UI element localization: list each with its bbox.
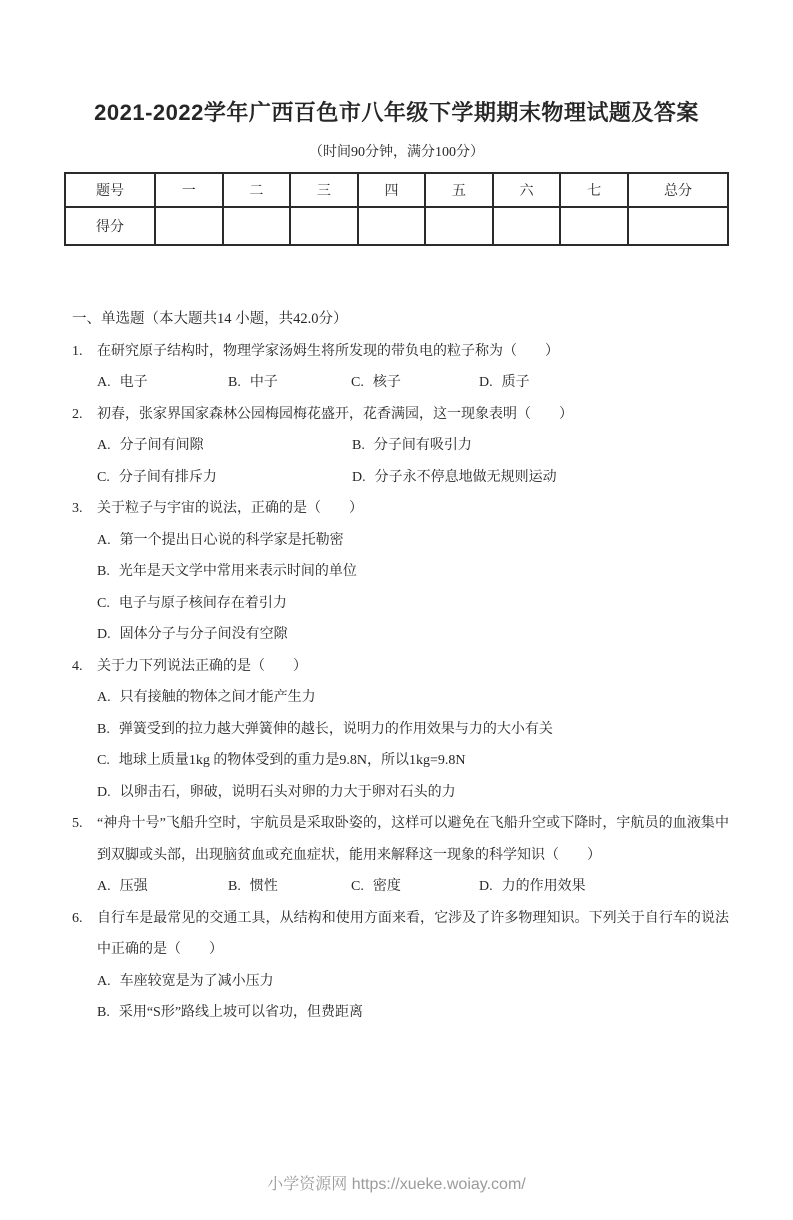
score-table-header-cell: 七 (560, 173, 628, 207)
question-1 (64, 336, 729, 399)
option-label: A. (97, 375, 111, 390)
question-number: 6. (72, 910, 83, 926)
option-c (351, 367, 479, 399)
exam-page (0, 98, 793, 1029)
option-text: 第一个提出日心说的科学家是托勒密 (119, 532, 344, 548)
option-label: B. (97, 1005, 110, 1020)
question-text: “神舟十号”飞船升空时，宇航员是采取卧姿的，这样可以避免在飞船升空或下降时，宇航员的血液集中到双脚或头部，出现脑贫血或充血症状，能用来解释这一现象的科学知识（ ） (97, 816, 729, 863)
option-label: A. (97, 879, 111, 894)
option-text: 中子 (249, 375, 278, 390)
option-a (97, 682, 729, 714)
option-label: B. (228, 375, 241, 390)
option-label: C. (97, 595, 110, 611)
option-b (97, 556, 729, 588)
option-d (97, 619, 729, 651)
option-label: A. (97, 973, 111, 989)
option-label: A. (97, 532, 111, 548)
question-number: 4. (72, 658, 83, 674)
score-cell-empty (358, 207, 426, 245)
score-table-header-cell: 五 (425, 173, 493, 207)
option-text: 密度 (372, 879, 401, 894)
question-6 (64, 903, 729, 1029)
score-cell-empty (223, 207, 291, 245)
section-heading: 一、单选题（本大题共14 小题，共42.0分） (72, 311, 348, 327)
option-text: 固体分子与分子间没有空隙 (119, 627, 288, 642)
option-label: B. (97, 721, 110, 737)
option-d (97, 777, 729, 809)
question-2 (64, 399, 729, 494)
question-options (97, 430, 729, 493)
score-cell-empty (290, 207, 358, 245)
question-4 (64, 651, 729, 809)
question-text: 关于力下列说法正确的是（ ） (97, 658, 307, 674)
option-label: D. (479, 375, 493, 390)
option-a (97, 367, 228, 399)
option-text: 地球上质量1kg 的物体受到的重力是9.8N，所以1kg=9.8N (118, 753, 466, 768)
score-table-header-cell: 三 (290, 173, 358, 207)
question-number: 3. (72, 501, 83, 516)
option-a (97, 430, 352, 462)
option-b (97, 997, 729, 1029)
option-label: D. (352, 469, 366, 485)
score-table-header-cell: 一 (155, 173, 223, 207)
option-label: B. (352, 438, 365, 453)
question-text: 自行车是最常见的交通工具，从结构和使用方面来看，它涉及了许多物理知识。下列关于自行车的说法中正确的是（ ） (97, 910, 729, 957)
score-table-header-cell: 题号 (65, 173, 155, 207)
score-table-header-cell: 总分 (628, 173, 728, 207)
question-list (64, 336, 729, 1029)
option-text: 弹簧受到的拉力越大弹簧伸的越长，说明力的作用效果与力的大小有关 (118, 721, 553, 737)
option-text: 以卵击石，卵破，说明石头对卵的力大于卵对石头的力 (119, 784, 456, 800)
option-a (97, 871, 228, 903)
option-c (97, 462, 352, 494)
question-options (97, 871, 729, 903)
option-a (97, 966, 729, 998)
question-options (97, 525, 729, 651)
option-text: 只有接触的物体之间才能产生力 (119, 690, 316, 705)
score-table-header-cell: 二 (223, 173, 291, 207)
option-text: 惯性 (249, 879, 278, 894)
option-d (479, 367, 729, 399)
option-text: 分子间有排斥力 (118, 469, 217, 485)
score-table-header-cell: 六 (493, 173, 561, 207)
site-watermark: 小学资源网 https://xueke.woiay.com/ (267, 1176, 526, 1193)
option-text: 分子间有吸引力 (373, 438, 472, 453)
option-b (228, 871, 351, 903)
option-d (479, 871, 729, 903)
score-cell-empty (628, 207, 728, 245)
option-c (97, 588, 729, 620)
question-number: 2. (72, 406, 83, 422)
score-table-header-cell: 四 (358, 173, 426, 207)
option-label: B. (228, 879, 241, 894)
option-d (352, 462, 729, 494)
question-options (97, 367, 729, 399)
score-table (64, 172, 729, 246)
option-text: 压强 (119, 879, 148, 894)
score-table-header-row (65, 173, 728, 207)
option-label: C. (351, 375, 364, 390)
score-cell-empty (493, 207, 561, 245)
option-b (352, 430, 729, 462)
question-number: 1. (72, 343, 83, 359)
option-text: 车座较宽是为了减小压力 (119, 973, 274, 989)
question-options (97, 966, 729, 1029)
option-text: 质子 (501, 375, 530, 390)
option-label: D. (479, 879, 493, 894)
score-cell-empty (560, 207, 628, 245)
score-cell-empty (425, 207, 493, 245)
option-a (97, 525, 729, 557)
exam-title: 2021-2022学年广西百色市八年级下学期期末物理试题及答案 (94, 100, 699, 125)
question-5 (64, 808, 729, 903)
option-label: C. (97, 753, 110, 768)
option-label: A. (97, 438, 111, 453)
question-number: 5. (72, 816, 83, 831)
option-text: 核子 (372, 375, 401, 390)
option-text: 电子 (119, 375, 148, 390)
option-text: 光年是天文学中常用来表示时间的单位 (118, 564, 357, 579)
option-label: C. (351, 879, 364, 894)
question-text: 初春，张家界国家森林公园梅园梅花盛开，花香满园，这一现象表明（ ） (97, 406, 573, 422)
option-label: C. (97, 469, 110, 485)
option-text: 采用“S形”路线上坡可以省功，但费距离 (118, 1005, 364, 1020)
score-table-score-row (65, 207, 728, 245)
option-label: B. (97, 564, 110, 579)
score-cell-empty (155, 207, 223, 245)
option-b (228, 367, 351, 399)
question-3 (64, 493, 729, 651)
question-text: 在研究原子结构时，物理学家汤姆生将所发现的带负电的粒子称为（ ） (97, 343, 559, 359)
score-row-label: 得分 (65, 207, 155, 245)
question-options (97, 682, 729, 808)
option-c (351, 871, 479, 903)
question-text: 关于粒子与宇宙的说法，正确的是（ ） (97, 501, 363, 516)
option-c (97, 745, 729, 777)
option-label: A. (97, 690, 111, 705)
option-text: 分子永不停息地做无规则运动 (374, 469, 557, 485)
option-label: D. (97, 784, 111, 800)
option-b (97, 714, 729, 746)
option-text: 电子与原子核间存在着引力 (118, 595, 287, 611)
exam-subtitle: （时间90分钟，满分100分） (309, 145, 484, 160)
option-label: D. (97, 627, 111, 642)
option-text: 力的作用效果 (501, 879, 586, 894)
option-text: 分子间有间隙 (119, 438, 204, 453)
